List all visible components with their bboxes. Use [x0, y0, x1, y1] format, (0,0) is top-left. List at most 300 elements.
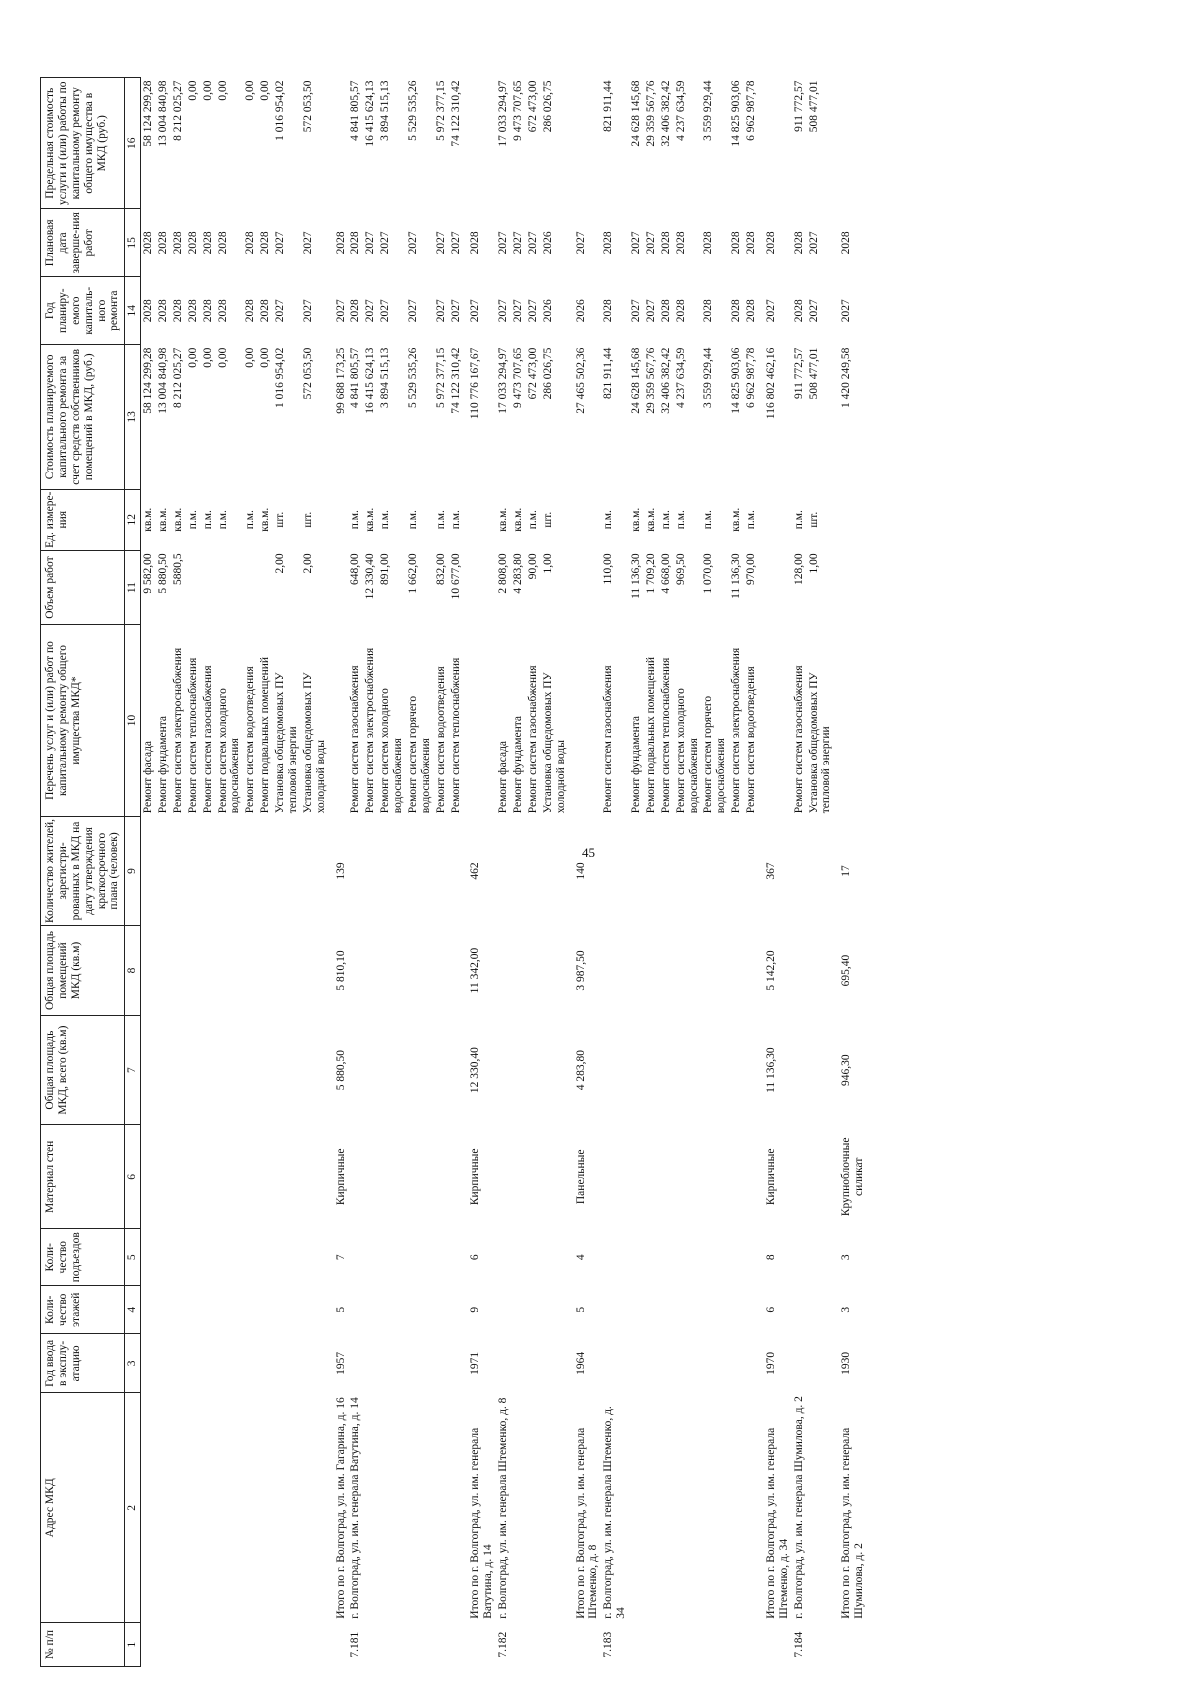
cell-residents	[156, 816, 171, 925]
table-row	[258, 78, 273, 1667]
cell-wall-material	[258, 1125, 273, 1229]
cell-premises-area	[744, 926, 759, 1016]
cell-row-number: 7.181	[349, 1631, 362, 1658]
cell-commission-year: 1964	[574, 1351, 587, 1375]
cell-repair-year: 2028	[730, 299, 743, 323]
table-row	[348, 78, 363, 1667]
cell-unit: п.м.	[216, 510, 229, 530]
cell-premises-area: 11 342,00	[469, 947, 482, 994]
cell-residents	[216, 816, 244, 925]
cell-floors	[807, 1286, 835, 1334]
table-row	[406, 78, 434, 1667]
cell-commission-year	[729, 1334, 744, 1393]
cell-work-volume: 2,00	[274, 553, 286, 574]
cell-work-description: Ремонт систем электроснабжения	[171, 647, 184, 814]
cell-unit: кв.м.	[730, 507, 743, 532]
cell-max-cost: 1 016 954,02	[274, 80, 286, 141]
cell-finish-year: 2028	[469, 231, 482, 255]
cell-row-number	[511, 1623, 526, 1667]
cell-work-description: Ремонт систем водоотведения	[244, 666, 257, 814]
cell-total-area	[156, 1015, 171, 1124]
cell-residents	[406, 816, 434, 925]
cell-total-area	[526, 1015, 541, 1124]
cell-unit: п.м.	[244, 510, 257, 530]
cell-floors	[434, 1286, 449, 1334]
cell-commission-year	[701, 1334, 729, 1393]
cell-total-area	[659, 1015, 674, 1124]
cell-wall-material	[201, 1125, 216, 1229]
cell-max-cost: 17 033 294,97	[497, 80, 510, 147]
table-body	[141, 78, 867, 1667]
total-row	[569, 78, 602, 1667]
cell-repair-year: 2027	[301, 299, 314, 323]
cell-premises-area	[701, 926, 729, 1016]
cell-finish-year: 2028	[674, 231, 687, 255]
cell-planned-cost: 14 825 903,06	[730, 347, 743, 414]
cell-row-number	[569, 1623, 602, 1667]
cell-floors: 5	[574, 1306, 587, 1313]
cell-entrances	[243, 1229, 258, 1286]
cell-address	[201, 1393, 216, 1623]
cell-max-cost	[569, 78, 602, 209]
cell-entrances	[186, 1229, 201, 1286]
cell-residents	[496, 816, 511, 925]
header-finish-date: Плановая дата заверше-ния работ	[41, 209, 125, 277]
cell-planned-cost: 4 841 805,57	[349, 347, 362, 408]
cell-address	[511, 1393, 526, 1623]
cell-commission-year	[744, 1334, 759, 1393]
cell-address	[406, 1393, 434, 1623]
cell-work-description: Ремонт подвальных помещений	[644, 656, 657, 814]
cell-row-number	[644, 1623, 659, 1667]
header-unit: Ед. измере-ния	[41, 489, 125, 550]
cell-finish-year: 2028	[349, 231, 362, 255]
cell-wall-material	[171, 1125, 186, 1229]
cell-unit: шт.	[301, 511, 314, 528]
cell-unit	[569, 489, 602, 550]
table-row	[186, 78, 201, 1667]
table-row	[744, 78, 759, 1667]
cell-total-area	[449, 1015, 464, 1124]
cell-premises-area: 5 810,10	[334, 950, 347, 991]
cell-planned-cost: 672 473,00	[526, 347, 539, 400]
cell-finish-year: 2028	[764, 231, 777, 255]
cell-planned-cost: 0,00	[216, 347, 229, 368]
cell-entrances	[526, 1229, 541, 1286]
cell-address	[363, 1393, 378, 1623]
cell-residents	[807, 816, 835, 925]
cell-wall-material	[141, 1125, 156, 1229]
cell-planned-cost: 16 415 624,13	[364, 347, 377, 414]
cell-address	[729, 1393, 744, 1623]
cell-planned-cost: 13 004 840,98	[157, 347, 169, 414]
cell-repair-year: 2028	[157, 299, 169, 323]
cell-residents	[526, 816, 541, 925]
cell-floors	[156, 1286, 171, 1334]
cell-max-cost: 0,00	[216, 80, 229, 101]
cell-residents	[243, 816, 258, 925]
cell-commission-year	[629, 1334, 644, 1393]
cell-entrances	[348, 1229, 363, 1286]
cell-max-cost: 13 004 840,98	[157, 80, 169, 147]
cell-entrances	[216, 1229, 244, 1286]
cell-repair-year: 2027	[449, 299, 462, 323]
cell-work-volume: 1 662,00	[406, 553, 419, 594]
cell-unit	[463, 489, 496, 550]
cell-work-volume: 891,00	[379, 553, 392, 585]
cell-work-volume	[463, 550, 496, 624]
cell-total-area: 12 330,40	[469, 1047, 482, 1094]
cell-work-description	[463, 625, 496, 817]
cell-commission-year	[186, 1334, 201, 1393]
cell-total-area	[258, 1015, 273, 1124]
cell-commission-year	[807, 1334, 835, 1393]
cell-floors	[216, 1286, 244, 1334]
cell-planned-cost: 5 529 535,26	[406, 347, 419, 408]
cell-floors	[541, 1286, 569, 1334]
cell-wall-material: Кирпичные	[334, 1148, 347, 1206]
cell-max-cost: 5 529 535,26	[406, 80, 419, 141]
cell-work-volume: 1,00	[541, 553, 554, 574]
cell-entrances	[541, 1229, 569, 1286]
cell-planned-cost: 9 473 707,65	[512, 347, 524, 408]
cell-repair-year: 2027	[379, 299, 392, 323]
cell-residents	[348, 816, 363, 925]
cell-floors: 6	[764, 1306, 777, 1313]
cell-commission-year	[348, 1334, 363, 1393]
cell-finish-year: 2026	[541, 231, 554, 255]
cell-finish-year: 2028	[142, 231, 155, 255]
cell-finish-year: 2027	[807, 231, 820, 255]
cell-wall-material	[511, 1125, 526, 1229]
cell-address: г. Волгоград, ул. им. генерала Ватутина, д. 14	[349, 1397, 362, 1619]
cell-max-cost: 0,00	[186, 80, 199, 101]
table-row	[659, 78, 674, 1667]
cell-unit: кв.м.	[630, 507, 642, 532]
cell-commission-year	[496, 1334, 511, 1393]
cell-max-cost: 821 911,44	[602, 80, 615, 132]
cell-premises-area	[526, 926, 541, 1016]
cell-premises-area	[301, 926, 329, 1016]
cell-work-volume	[243, 550, 258, 624]
cell-row-number	[659, 1623, 674, 1667]
header-premises-area: Общая площадь помещений МКД (кв.м)	[41, 926, 125, 1016]
cell-work-volume: 969,50	[674, 553, 687, 585]
cell-total-area	[601, 1015, 629, 1124]
cell-repair-year: 2027	[644, 299, 657, 323]
cell-unit: шт.	[274, 511, 286, 528]
cell-repair-year: 2028	[792, 299, 805, 323]
cell-commission-year	[541, 1334, 569, 1393]
cell-work-volume: 1 070,00	[702, 553, 715, 594]
cell-entrances: 8	[764, 1254, 777, 1261]
cell-row-number	[463, 1623, 496, 1667]
cell-unit: п.м.	[745, 510, 757, 530]
header-row	[41, 78, 125, 1667]
table-row	[141, 78, 156, 1667]
table-row	[701, 78, 729, 1667]
header-total-area: Общая площадь МКД, всего (кв.м)	[41, 1015, 125, 1124]
cell-residents	[363, 816, 378, 925]
header-address: Адрес МКД	[41, 1393, 125, 1623]
cell-planned-cost: 0,00	[259, 347, 272, 368]
cell-entrances	[729, 1229, 744, 1286]
cell-floors	[496, 1286, 511, 1334]
column-number: 11	[125, 550, 141, 624]
cell-residents	[378, 816, 406, 925]
cell-work-volume: 10 677,00	[449, 553, 462, 600]
cell-max-cost: 286 026,75	[541, 80, 554, 133]
cell-row-number	[201, 1623, 216, 1667]
cell-commission-year	[171, 1334, 186, 1393]
cell-row-number	[449, 1623, 464, 1667]
table-row	[363, 78, 378, 1667]
cell-work-volume	[201, 550, 216, 624]
cell-address: Итого по г. Волгоград, ул. им. генерала Штеменко, д. 34	[764, 1427, 790, 1619]
cell-total-area: 946,30	[840, 1054, 853, 1086]
cell-row-number	[301, 1623, 329, 1667]
cell-address	[701, 1393, 729, 1623]
cell-work-description: Ремонт систем холодного водоснабжения	[379, 688, 404, 814]
cell-repair-year: 2028	[142, 299, 155, 323]
header-residents: Количество жителей, зарегистри-рованных в МКД на дату утверждения краткосрочного плана (человек)	[41, 816, 125, 925]
cell-work-volume: 648,00	[349, 553, 362, 585]
cell-row-number	[674, 1623, 702, 1667]
table-row	[273, 78, 301, 1667]
cell-max-cost: 29 359 567,76	[644, 80, 657, 147]
cell-premises-area	[171, 926, 186, 1016]
cell-work-description: Ремонт систем теплоснабжения	[186, 657, 199, 814]
cell-planned-cost: 286 026,75	[541, 347, 554, 400]
cell-row-number	[729, 1623, 744, 1667]
cell-finish-year: 2027	[301, 231, 314, 255]
cell-entrances	[171, 1229, 186, 1286]
total-row	[329, 78, 349, 1667]
cell-residents: 17	[840, 865, 853, 877]
cell-planned-cost: 1 016 954,02	[274, 347, 286, 408]
cell-residents	[273, 816, 301, 925]
cell-premises-area	[258, 926, 273, 1016]
cell-entrances: 4	[574, 1254, 587, 1261]
total-row	[463, 78, 496, 1667]
table-row	[216, 78, 244, 1667]
cell-unit: кв.м.	[497, 507, 510, 532]
cell-repair-year: 2028	[674, 299, 687, 323]
cell-total-area	[348, 1015, 363, 1124]
cell-work-volume: 90,00	[526, 553, 539, 580]
cell-finish-year: 2028	[201, 231, 214, 255]
cell-premises-area	[243, 926, 258, 1016]
cell-residents	[644, 816, 659, 925]
repair-plan-table	[40, 77, 867, 1667]
cell-floors	[511, 1286, 526, 1334]
header-year: Год ввода в эксплу-атацию	[41, 1334, 125, 1393]
cell-total-area: 4 283,80	[574, 1050, 587, 1091]
cell-finish-year: 2027	[574, 231, 587, 255]
column-number: 15	[125, 209, 141, 277]
cell-max-cost: 9 473 707,65	[512, 80, 524, 141]
cell-address	[378, 1393, 406, 1623]
cell-address	[744, 1393, 759, 1623]
cell-work-volume: 1,00	[807, 553, 820, 574]
cell-finish-year: 2027	[526, 231, 539, 255]
cell-residents	[659, 816, 674, 925]
cell-max-cost: 24 628 145,68	[630, 80, 642, 147]
cell-premises-area	[216, 926, 244, 1016]
cell-planned-cost: 5 972 377,15	[434, 347, 447, 408]
cell-address	[141, 1393, 156, 1623]
cell-premises-area	[156, 926, 171, 1016]
cell-wall-material	[629, 1125, 644, 1229]
cell-repair-year: 2028	[745, 299, 757, 323]
cell-residents	[729, 816, 744, 925]
cell-max-cost: 8 212 025,27	[171, 80, 184, 141]
cell-repair-year: 2027	[497, 299, 510, 323]
header-repair-year: Год планиру-емого капиталь-ного ремонта	[41, 277, 125, 345]
cell-total-area	[644, 1015, 659, 1124]
cell-finish-year: 2028	[730, 231, 743, 255]
cell-finish-year: 2028	[745, 231, 757, 255]
cell-planned-cost: 29 359 567,76	[644, 347, 657, 414]
cell-row-number	[541, 1623, 569, 1667]
table-row	[301, 78, 329, 1667]
cell-unit: п.м.	[602, 510, 615, 530]
cell-address	[171, 1393, 186, 1623]
cell-repair-year: 2027	[469, 299, 482, 323]
cell-wall-material: Панельные	[574, 1149, 587, 1205]
table-row	[674, 78, 702, 1667]
cell-repair-year: 2027	[406, 299, 419, 323]
cell-work-volume: 9 582,00	[142, 553, 155, 594]
cell-total-area	[406, 1015, 434, 1124]
cell-residents	[541, 816, 569, 925]
cell-premises-area	[201, 926, 216, 1016]
cell-address: г. Волгоград, ул. им. генерала Штеменко, д. 8	[497, 1397, 510, 1619]
cell-work-volume	[258, 550, 273, 624]
cell-total-area	[301, 1015, 329, 1124]
cell-wall-material	[378, 1125, 406, 1229]
cell-wall-material	[659, 1125, 674, 1229]
cell-unit: кв.м.	[644, 507, 657, 532]
cell-residents	[301, 816, 329, 925]
cell-planned-cost: 24 628 145,68	[630, 347, 642, 414]
cell-work-volume	[569, 550, 602, 624]
cell-residents	[201, 816, 216, 925]
cell-repair-year: 2027	[274, 299, 286, 323]
cell-address	[644, 1393, 659, 1623]
cell-work-description: Ремонт фундамента	[157, 715, 169, 814]
cell-finish-year: 2028	[171, 231, 184, 255]
cell-work-description: Ремонт систем газоснабжения	[526, 665, 539, 814]
cell-commission-year	[273, 1334, 301, 1393]
cell-work-volume: 5 880,50	[157, 553, 169, 594]
cell-total-area	[243, 1015, 258, 1124]
cell-commission-year	[258, 1334, 273, 1393]
cell-wall-material	[644, 1125, 659, 1229]
cell-work-description: Ремонт систем горячего водоснабжения	[702, 695, 728, 814]
cell-wall-material	[807, 1125, 835, 1229]
cell-finish-year: 2027	[630, 231, 642, 255]
cell-floors	[243, 1286, 258, 1334]
cell-row-number	[141, 1623, 156, 1667]
column-number: 2	[125, 1393, 141, 1623]
table-row	[511, 78, 526, 1667]
cell-address	[449, 1393, 464, 1623]
cell-floors	[674, 1286, 702, 1334]
cell-row-number	[744, 1623, 759, 1667]
cell-commission-year: 1957	[334, 1351, 347, 1375]
cell-row-number	[216, 1623, 244, 1667]
cell-row-number	[363, 1623, 378, 1667]
cell-premises-area	[644, 926, 659, 1016]
table-row	[601, 78, 629, 1667]
cell-work-volume: 2,00	[301, 553, 314, 574]
cell-floors	[201, 1286, 216, 1334]
cell-total-area: 5 880,50	[334, 1050, 347, 1091]
cell-max-cost: 572 053,50	[301, 80, 314, 133]
cell-work-volume: 128,00	[792, 553, 805, 585]
cell-commission-year	[674, 1334, 702, 1393]
cell-repair-year: 2026	[541, 299, 554, 323]
cell-repair-year: 2028	[259, 299, 272, 323]
cell-repair-year: 2027	[764, 299, 777, 323]
cell-premises-area	[729, 926, 744, 1016]
cell-premises-area	[434, 926, 449, 1016]
cell-row-number	[807, 1623, 835, 1667]
cell-work-description: Ремонт фундамента	[630, 715, 642, 814]
cell-total-area	[171, 1015, 186, 1124]
cell-planned-cost: 1 420 249,58	[840, 347, 853, 408]
cell-finish-year: 2028	[602, 231, 615, 255]
cell-wall-material	[744, 1125, 759, 1229]
cell-row-number	[378, 1623, 406, 1667]
cell-unit: п.м.	[379, 510, 392, 530]
cell-finish-year: 2028	[334, 231, 347, 255]
cell-work-volume	[759, 550, 792, 624]
cell-max-cost: 508 477,01	[807, 80, 820, 133]
cell-commission-year	[201, 1334, 216, 1393]
cell-entrances	[674, 1229, 702, 1286]
cell-total-area	[744, 1015, 759, 1124]
cell-work-description: Ремонт систем газоснабжения	[349, 665, 362, 814]
cell-total-area	[201, 1015, 216, 1124]
cell-planned-cost: 32 406 382,42	[659, 347, 672, 414]
cell-floors	[629, 1286, 644, 1334]
cell-row-number	[171, 1623, 186, 1667]
column-number: 10	[125, 625, 141, 817]
cell-unit	[759, 489, 792, 550]
cell-row-number	[629, 1623, 644, 1667]
cell-work-description: Ремонт фасада	[497, 740, 510, 814]
cell-row-number: 7.184	[792, 1631, 805, 1658]
cell-entrances: 6	[469, 1254, 482, 1261]
cell-wall-material	[541, 1125, 569, 1229]
cell-commission-year	[511, 1334, 526, 1393]
cell-max-cost: 911 772,57	[792, 80, 805, 132]
header-num: № п/п	[41, 1623, 125, 1667]
cell-row-number	[273, 1623, 301, 1667]
table-row	[156, 78, 171, 1667]
header-wall-material: Материал стен	[41, 1125, 125, 1229]
cell-unit: п.м.	[434, 510, 447, 530]
cell-entrances	[792, 1229, 807, 1286]
table-row	[541, 78, 569, 1667]
cell-wall-material	[674, 1125, 702, 1229]
cell-floors	[186, 1286, 201, 1334]
cell-address	[258, 1393, 273, 1623]
cell-finish-year: 2027	[434, 231, 447, 255]
cell-entrances	[659, 1229, 674, 1286]
